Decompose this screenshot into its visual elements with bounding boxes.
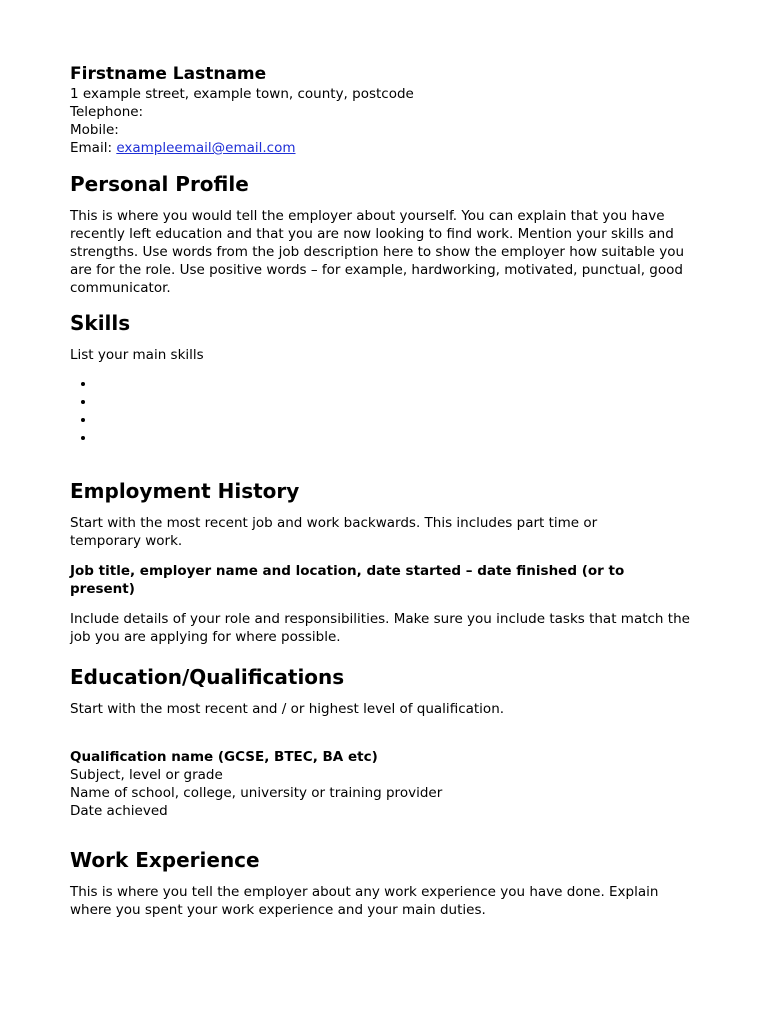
work-experience-text: This is where you tell the employer about any work experience you have done. Explain where you spent your work experience and your main duties. bbox=[70, 884, 659, 918]
address: 1 example street, example town, county, postcode bbox=[70, 86, 414, 102]
qualification-subject: Subject, level or grade bbox=[70, 767, 223, 783]
skills-heading: Skills bbox=[70, 311, 131, 335]
skills-intro: List your main skills bbox=[70, 347, 204, 363]
email-line bbox=[70, 139, 710, 157]
skills-list bbox=[70, 375, 710, 447]
email-link[interactable]: exampleemail@email.com bbox=[116, 140, 296, 156]
skills-list-item bbox=[96, 429, 710, 447]
qualification-date: Date achieved bbox=[70, 803, 168, 819]
education-intro: Start with the most recent and / or highest level of qualification. bbox=[70, 701, 505, 717]
skills-list-item bbox=[96, 375, 710, 393]
mobile-line: Mobile: bbox=[70, 122, 119, 138]
full-name: Firstname Lastname bbox=[70, 64, 267, 84]
employment-details: Include details of your role and responsibilities. Make sure you include tasks that match the job you are applying for where possible. bbox=[70, 611, 690, 645]
personal-profile-text: This is where you would tell the employer about yourself. You can explain that you have recently left education and that you are now looking to find work. Mention your skills and strengths. Use words from the job description here to show the employer how suitable you are for the role. Use positive words – for example, hardworking, motivated, punctual, good communicator. bbox=[70, 208, 685, 296]
skills-list-item bbox=[96, 393, 710, 411]
email-label: Email: bbox=[70, 140, 113, 156]
employment-intro: Start with the most recent job and work backwards. This includes part time or temporary work. bbox=[70, 515, 598, 549]
education-heading: Education/Qualifications bbox=[70, 665, 345, 689]
job-title-line: Job title, employer name and location, date started – date finished (or to present) bbox=[70, 563, 625, 597]
personal-profile-heading: Personal Profile bbox=[70, 172, 249, 196]
work-experience-heading: Work Experience bbox=[70, 848, 260, 872]
qualification-name: Qualification name (GCSE, BTEC, BA etc) bbox=[70, 749, 378, 765]
employment-history-heading: Employment History bbox=[70, 479, 300, 503]
contact-header bbox=[70, 63, 710, 157]
skills-list-item bbox=[96, 411, 710, 429]
qualification-institution: Name of school, college, university or training provider bbox=[70, 785, 443, 801]
cv-document bbox=[70, 63, 710, 919]
telephone-line: Telephone: bbox=[70, 104, 144, 120]
